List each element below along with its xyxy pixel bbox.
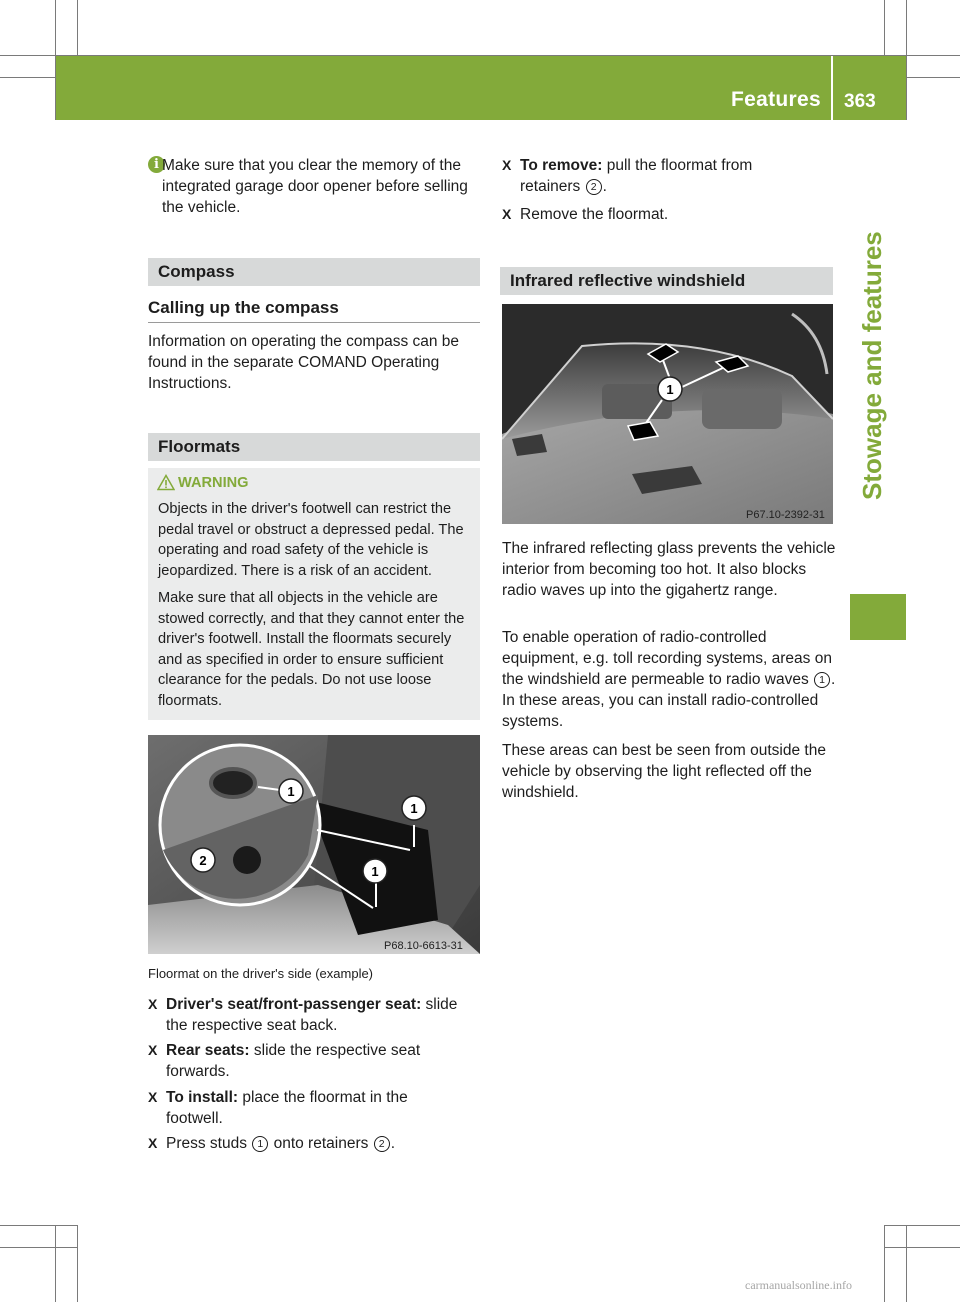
section-infrared — [500, 267, 833, 295]
compass-text: Information on operating the compass can be found in the separate COMAND Operating Instructions. — [148, 333, 460, 392]
marker-2-icon: 2 — [586, 179, 602, 195]
crop-mark — [0, 1225, 78, 1226]
step-arrow-icon: X — [502, 157, 512, 173]
step-arrow-icon: X — [148, 1042, 158, 1058]
warning-box — [148, 468, 480, 720]
windshield-image — [502, 304, 833, 524]
marker-1-a — [279, 779, 303, 803]
infrared-paragraph-2: To enable operation of radio-controlled equipment, e.g. toll recording systems, areas on the windshield are permeable to radio waves 1 . In these areas, you can install radio-controlled systems. — [502, 629, 836, 730]
crop-mark — [884, 1247, 960, 1248]
section-title: Compass — [158, 262, 235, 281]
floormat-image — [148, 735, 480, 954]
crop-mark — [906, 1225, 907, 1302]
step-arrow-icon: X — [502, 206, 512, 222]
step-arrow-icon: X — [148, 1135, 158, 1151]
divider — [148, 322, 480, 323]
footer-watermark: carmanualsonline.info — [745, 1278, 852, 1292]
header-separator — [831, 56, 833, 120]
crop-mark — [0, 1247, 78, 1248]
marker-2 — [191, 848, 215, 872]
svg-text:1: 1 — [371, 864, 379, 879]
svg-text:1: 1 — [666, 382, 674, 397]
image-caption: Floormat on the driver's side (example) — [148, 966, 374, 981]
warning-title: WARNING — [178, 475, 249, 491]
svg-text:1: 1 — [287, 784, 295, 799]
marker-1-b — [402, 796, 426, 820]
image-code: P67.10-2392-31 — [746, 509, 825, 521]
info-note: Make sure that you clear the memory of the integrated garage door opener before selling the vehicle. — [162, 157, 468, 216]
header-title: Features — [731, 88, 821, 111]
marker-1 — [658, 377, 682, 401]
crop-mark — [77, 1225, 78, 1302]
marker-2-icon: 2 — [374, 1136, 390, 1152]
info-icon: i — [148, 156, 165, 173]
side-tab-label: Stowage and features — [857, 231, 887, 500]
infrared-paragraph-3: These areas can best be seen from outside the vehicle by observing the light reflected off the windshield. — [502, 742, 826, 801]
image-code: P68.10-6613-31 — [384, 940, 463, 952]
marker-1-icon: 1 — [814, 672, 830, 688]
subhead-calling-compass: Calling up the compass — [148, 298, 339, 317]
svg-text:1: 1 — [410, 801, 418, 816]
crop-mark — [906, 0, 907, 120]
section-floormats — [148, 433, 480, 461]
crop-mark — [884, 1225, 960, 1226]
crop-mark — [884, 1225, 885, 1302]
marker-1-c — [363, 859, 387, 883]
section-compass — [148, 258, 480, 286]
crop-mark — [55, 1225, 56, 1302]
marker-1-icon: 1 — [252, 1136, 268, 1152]
side-tab-marker — [850, 594, 906, 640]
section-title: Infrared reflective windshield — [510, 271, 746, 290]
page-number: 363 — [844, 91, 876, 112]
svg-text:2: 2 — [199, 853, 207, 868]
warning-icon — [157, 474, 175, 491]
step-arrow-icon: X — [148, 1089, 158, 1105]
step-arrow-icon: X — [148, 996, 158, 1012]
section-title: Floormats — [158, 437, 241, 456]
infrared-paragraph-1: The infrared reflecting glass prevents the vehicle interior from becoming too hot. It also blocks radio waves up into the gigahertz range. — [502, 540, 836, 599]
warning-paragraph-1: Objects in the driver's footwell can restrict the pedal travel or obstruct a depressed pedal. The operating and road safety of the vehicle is jeopardized. There is a risk of an accident. — [158, 501, 464, 579]
warning-paragraph-2: Make sure that all objects in the vehicle are stowed correctly, and that they cannot enter the driver's footwell. Install the floormats securely and as specified in order to ensure sufficient clearance for the pedals. Do not use loose floormats. — [158, 590, 465, 709]
